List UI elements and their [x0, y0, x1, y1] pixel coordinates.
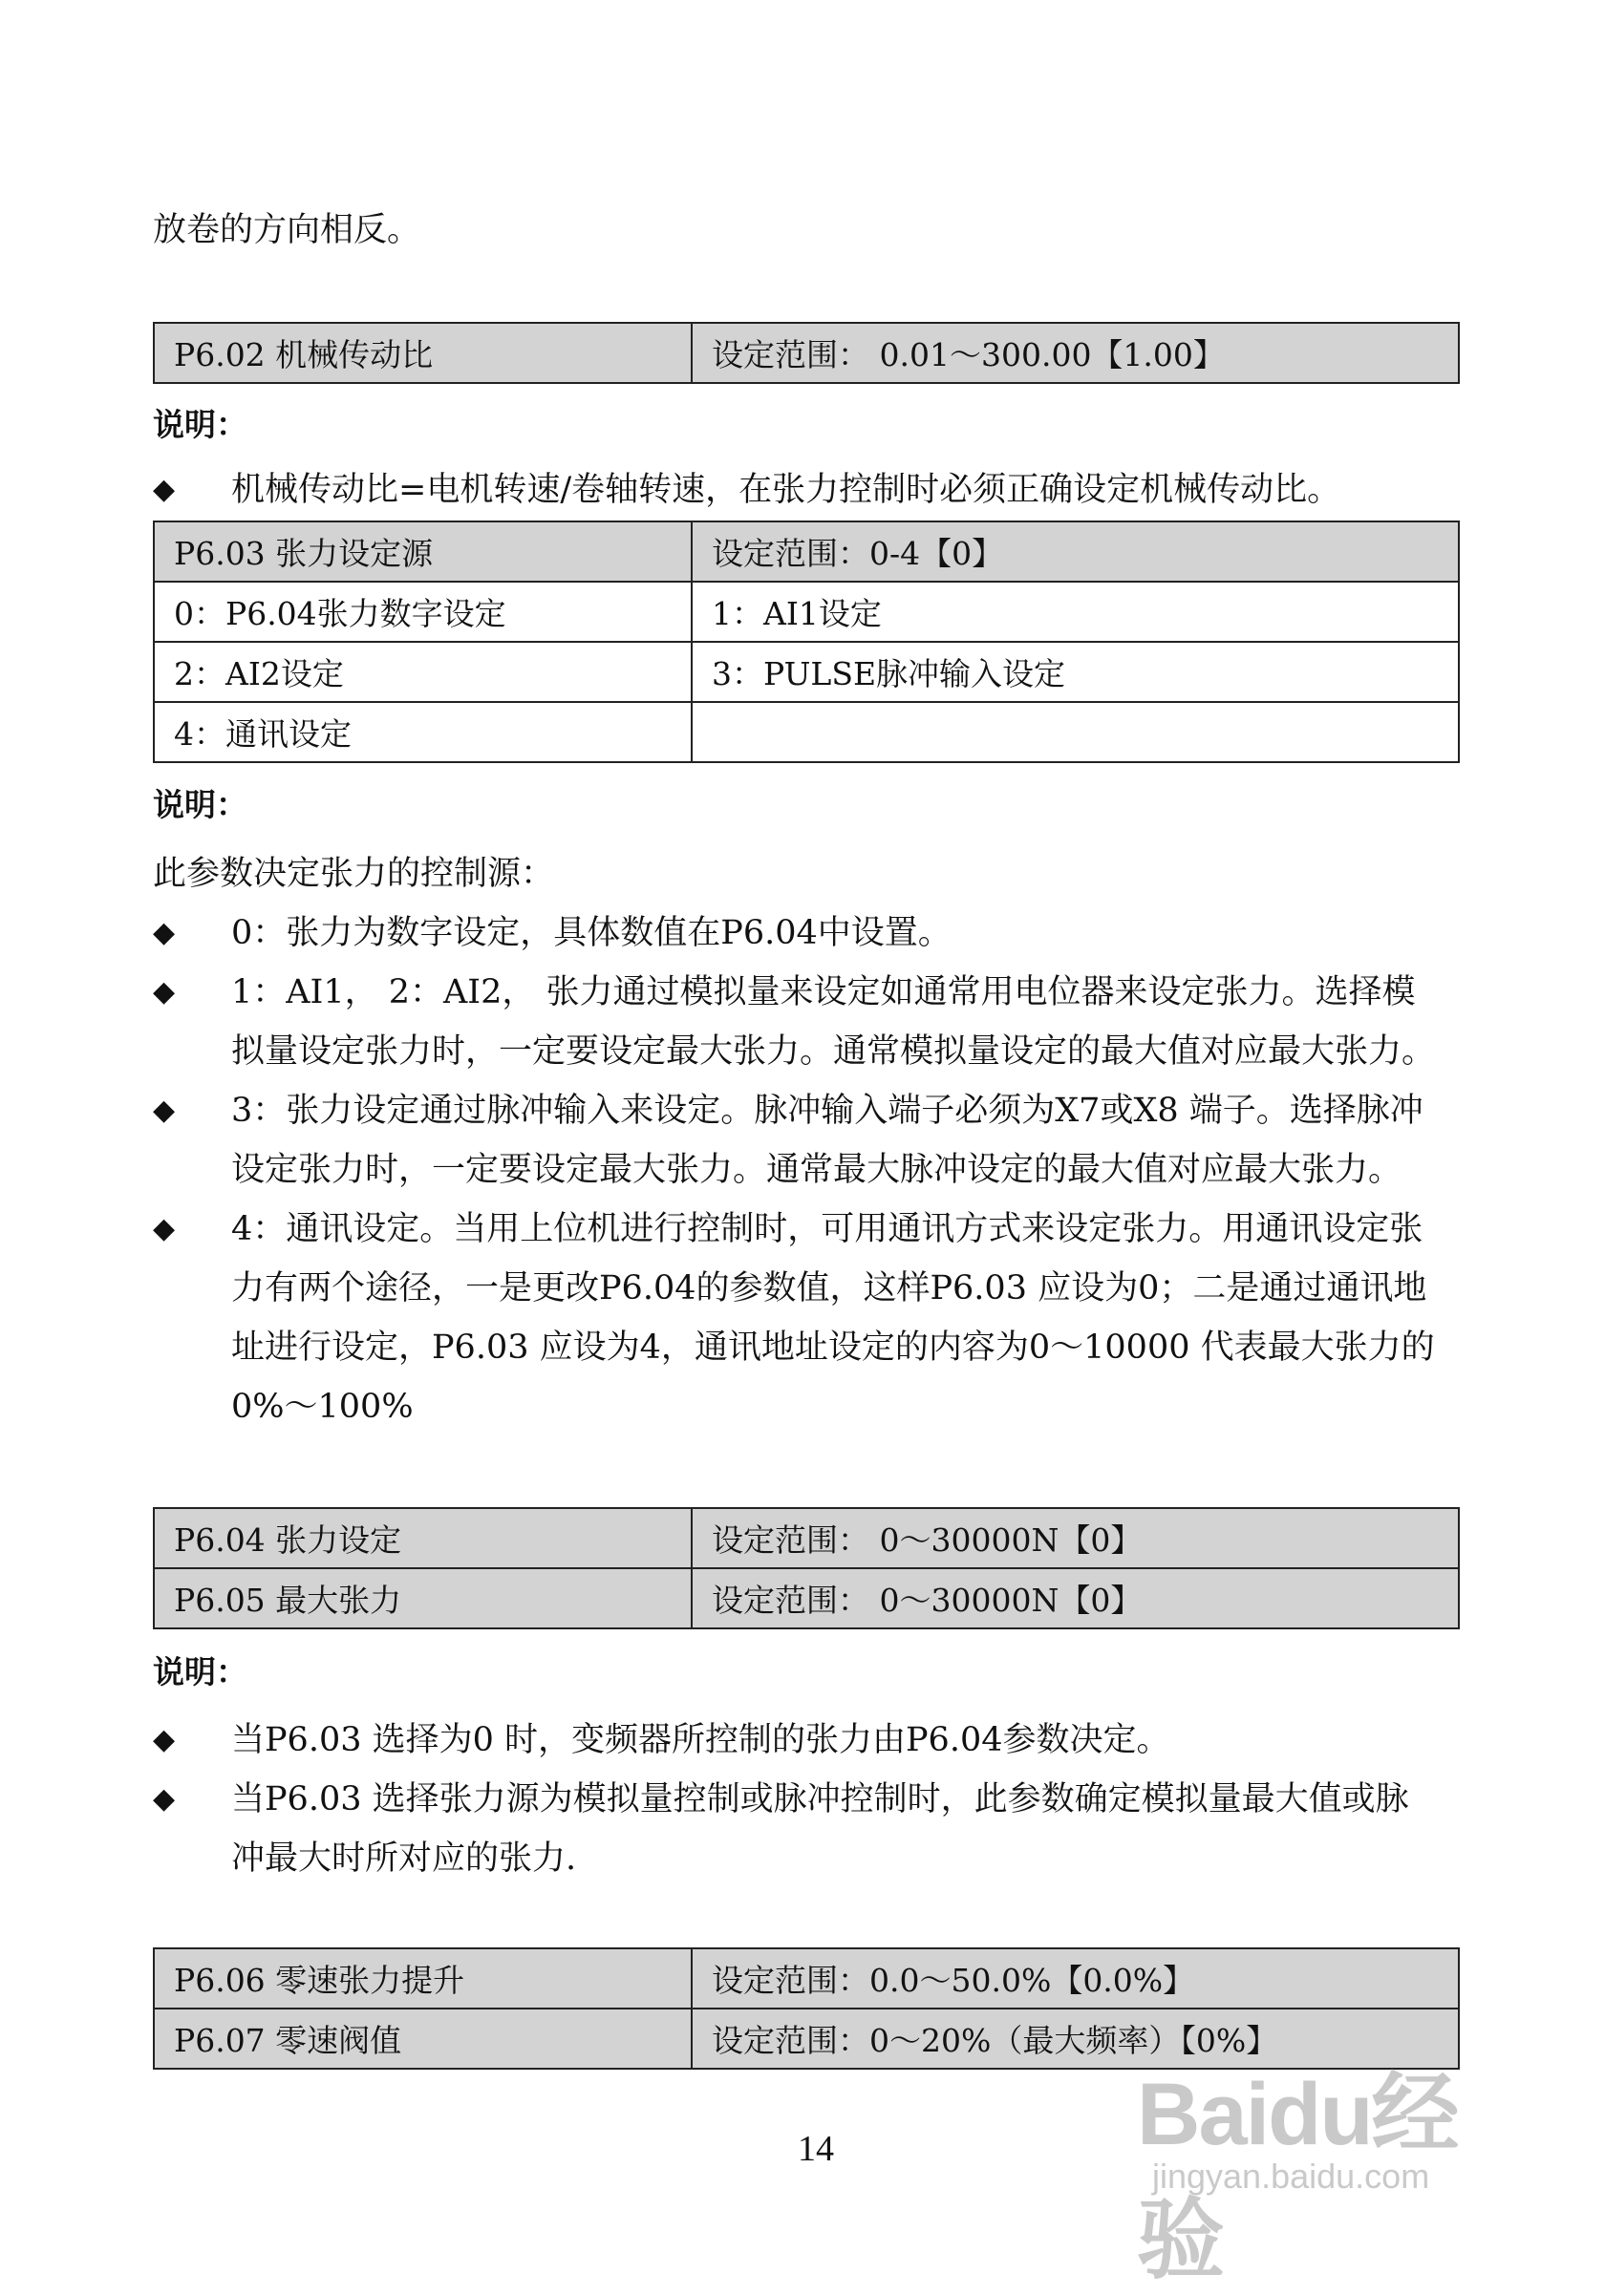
bullet-icon: ◆ — [153, 975, 176, 1009]
intro-text: 放卷的方向相反。 — [153, 211, 421, 249]
param-name: P6.07 零速阀值 — [154, 2009, 692, 2069]
baidu-watermark — [1137, 2044, 1519, 2289]
bullet-line: 0：张力为数字设定，具体数值在P6.04中设置。 — [231, 914, 952, 952]
bullet-icon: ◆ — [153, 1723, 176, 1756]
bullet-line: 1：AI1， 2：AI2， 张力通过模拟量来设定如通常用电位器来设定张力。选择模 — [231, 973, 1416, 1011]
page-number: 14 — [798, 2129, 834, 2169]
param-range: 设定范围： 0～30000N【0】 — [692, 1568, 1459, 1628]
bullet-line: 址进行设定，P6.03 应设为4，通讯地址设定的内容为0～10000 代表最大张力的 — [231, 1329, 1435, 1367]
note-label: 说明： — [153, 1653, 247, 1690]
option-cell: 1：AI1设定 — [692, 582, 1459, 642]
bullet-line: 拟量设定张力时，一定要设定最大张力。通常模拟量设定的最大值对应最大张力。 — [231, 1032, 1436, 1071]
bullet-icon: ◆ — [153, 916, 176, 949]
option-cell — [692, 702, 1459, 762]
param-name: P6.04 张力设定 — [154, 1508, 692, 1568]
param-name: P6.05 最大张力 — [154, 1568, 692, 1628]
param-table-p603 — [153, 521, 1460, 763]
bullet-text: 机械传动比=电机转速/卷轴转速，在张力控制时必须正确设定机械传动比。 — [231, 471, 1341, 509]
bullet-icon: ◆ — [153, 1782, 176, 1816]
bullet-icon: ◆ — [153, 1094, 176, 1127]
desc-text: 此参数决定张力的控制源： — [153, 855, 555, 893]
bullet-line: 0%～100% — [231, 1388, 414, 1426]
watermark-url: jingyan.baidu.com — [1152, 2157, 1430, 2196]
param-table-p602 — [153, 322, 1460, 384]
note-label: 说明： — [153, 786, 247, 823]
option-cell: 3：PULSE脉冲输入设定 — [692, 642, 1459, 702]
param-range: 设定范围：0-4【0】 — [692, 521, 1459, 582]
param-name: P6.06 零速张力提升 — [154, 1948, 692, 2009]
param-name: P6.02 机械传动比 — [154, 323, 692, 383]
param-name: P6.03 张力设定源 — [154, 521, 692, 582]
bullet-line: 设定张力时，一定要设定最大张力。通常最大脉冲设定的最大值对应最大张力。 — [231, 1151, 1402, 1189]
bullet-line: 4：通讯设定。当用上位机进行控制时，可用通讯方式来设定张力。用通讯设定张 — [231, 1210, 1423, 1248]
bullet-line: 3：张力设定通过脉冲输入来设定。脉冲输入端子必须为X7或X8 端子。选择脉冲 — [231, 1092, 1423, 1130]
bullet-line: 力有两个途径，一是更改P6.04的参数值，这样P6.03 应设为0；二是通过通讯地 — [231, 1269, 1427, 1307]
note-label: 说明： — [153, 406, 247, 443]
option-cell: 2：AI2设定 — [154, 642, 692, 702]
param-table-p604-p605 — [153, 1507, 1460, 1629]
param-range: 设定范围： 0.01～300.00【1.00】 — [692, 323, 1459, 383]
param-range: 设定范围： 0～30000N【0】 — [692, 1508, 1459, 1568]
watermark-logo: Baidu经验 — [1137, 2066, 1458, 2289]
bullet-line: 冲最大时所对应的张力. — [231, 1839, 577, 1878]
bullet-line: 当P6.03 选择为0 时，变频器所控制的张力由P6.04参数决定。 — [231, 1721, 1170, 1759]
bullet-icon: ◆ — [153, 473, 176, 506]
bullet-line: 当P6.03 选择张力源为模拟量控制或脉冲控制时，此参数确定模拟量最大值或脉 — [231, 1780, 1409, 1818]
bullet-icon: ◆ — [153, 1212, 176, 1245]
option-cell: 4：通讯设定 — [154, 702, 692, 762]
param-range: 设定范围：0.0～50.0%【0.0%】 — [692, 1948, 1459, 2009]
option-cell: 0：P6.04张力数字设定 — [154, 582, 692, 642]
param-range: 设定范围：0～20%（最大频率）【0%】 — [692, 2009, 1459, 2069]
